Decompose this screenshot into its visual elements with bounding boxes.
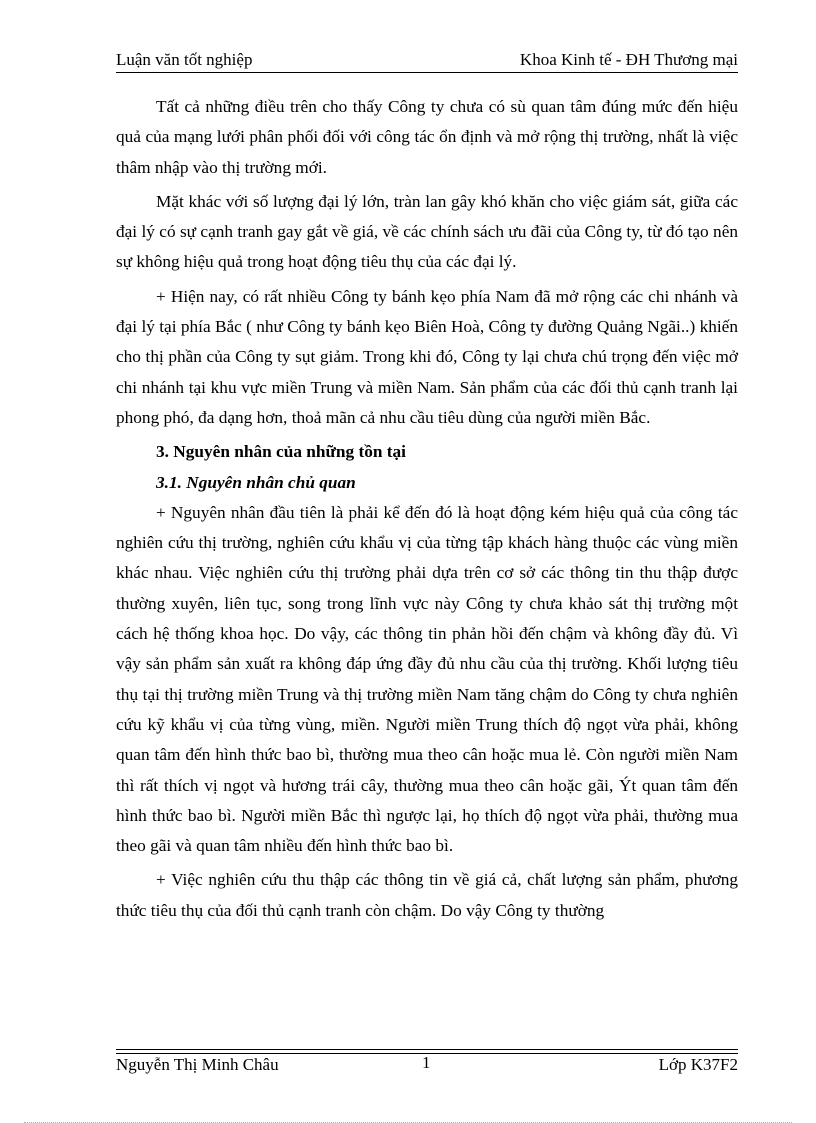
footer-class: Lớp K37F2: [658, 1055, 738, 1074]
subsection-heading: 3.1. Nguyên nhân chủ quan: [156, 472, 356, 492]
paragraph-5: + Việc nghiên cứu thu thập các thông tin về giá cả, chất lượng sản phẩm, phương thức tiêu thụ của đối thủ cạnh tranh còn chậm. Do vậy Công ty thường: [116, 870, 738, 920]
header-faculty-label: Khoa Kinh tế - ĐH Thương mại: [519, 50, 738, 69]
paragraph-3: + Hiện nay, có rất nhiều Công ty bánh kẹo phía Nam đã mở rộng các chi nhánh và đại lý tại phía Bắc ( như Công ty bánh kẹo Biên Hoà, Công ty đường Quảng Ngãi..) khiến cho thị phần của Công ty sụt giảm. Trong khi đó, Công ty lại chưa chú trọng đến việc mở chi nhánh tại khu vực miền Trung và miền Nam. Sản phẩm của các đối thủ cạnh tranh lại phong phó, đa dạng hơn, thoả mãn cả nhu cầu tiêu dùng của người miền Bắc.: [116, 286, 738, 427]
footer-author: Nguyễn Thị Minh Châu: [116, 1055, 279, 1074]
page-header: [116, 50, 738, 72]
paragraph-1: Tất cả những điều trên cho thấy Công ty chưa có sù quan tâm đúng mức đến hiệu quả của mạng lưới phân phối đối với công tác ổn định và mở rộng thị trường, nhất là việc thâm nhập vào thị trường mới.: [116, 97, 738, 177]
footer-divider-thick: [116, 1049, 738, 1050]
page-body: [116, 92, 738, 926]
paragraph-4: + Nguyên nhân đầu tiên là phải kể đến đó là hoạt động kém hiệu quả của công tác nghiên cứu thị trường, nghiên cứu khẩu vị của từng tập khách hàng thuộc các vùng miền khác nhau. Việc nghiên cứu thị trường phải dựa trên cơ sở các thông tin thu thập được thường xuyên, liên tục, song trong lĩnh vực này Công ty chưa khảo sát thị trường một cách hệ thống khoa học. Do vậy, các thông tin phản hồi đến chậm và không đầy đủ. Vì vậy sản phẩm sản xuất ra không đáp ứng đầy đủ nhu cầu của thị trường. Khối lượng tiêu thụ tại thị trường miền Trung và thị trường miền Nam tăng chậm do Công ty chưa nghiên cứu kỹ khẩu vị của từng vùng, miền. Người miền Trung thích độ ngọt vừa phải, không quan tâm đến hình thức bao bì, thường mua theo cân hoặc mua lẻ. Còn người miền Nam thì rất thích vị ngọt và hương trái cây, thường mua theo cân hoặc gãi, Ýt quan tâm đến hình thức bao bì. Người miền Bắc thì ngược lại, họ thích độ ngọt vừa phải, thường mua theo gãi và quan tâm nhiều đến hình thức bao bì.: [116, 502, 738, 856]
section-heading: 3. Nguyên nhân của những tồn tại: [156, 442, 406, 462]
page-number: 1: [422, 1053, 431, 1072]
header-thesis-label: Luận văn tốt nghiệp: [116, 50, 253, 69]
page-footer: [116, 1055, 738, 1077]
paragraph-2: Mặt khác với số lượng đại lý lớn, tràn lan gây khó khăn cho việc giám sát, giữa các đại lý có sự cạnh tranh gay gắt về giá, về các chính sách ưu đãi của Công ty, từ đó tạo nên sự không hiệu quả trong hoạt động tiêu thụ của các đại lý.: [116, 191, 738, 272]
header-divider: [116, 72, 738, 73]
